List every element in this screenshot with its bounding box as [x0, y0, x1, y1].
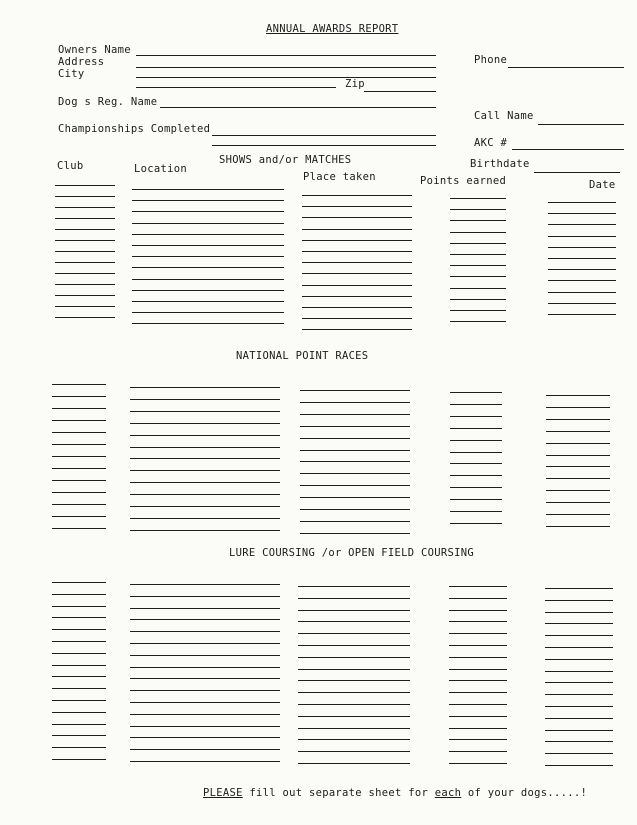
entry-line[interactable] — [449, 669, 507, 670]
entry-line[interactable] — [545, 623, 613, 624]
location-column-header: Location — [134, 163, 187, 175]
phone-field[interactable] — [508, 67, 624, 68]
entry-line[interactable] — [548, 224, 616, 225]
entry-line[interactable] — [52, 735, 106, 736]
entry-line[interactable] — [545, 706, 613, 707]
entry-line[interactable] — [52, 724, 106, 725]
entry-line[interactable] — [450, 288, 506, 289]
entry-line[interactable] — [548, 292, 616, 293]
footer-text-1: fill out separate sheet for — [242, 787, 435, 799]
entry-line[interactable] — [450, 243, 506, 244]
entry-line[interactable] — [55, 251, 115, 252]
entry-line[interactable] — [132, 245, 284, 246]
entry-line[interactable] — [52, 700, 106, 701]
entry-line[interactable] — [545, 694, 613, 695]
zip-field[interactable] — [364, 91, 436, 92]
entry-line[interactable] — [300, 414, 410, 415]
entry-line[interactable] — [55, 218, 115, 219]
entry-line[interactable] — [52, 617, 106, 618]
zip-label: Zip — [345, 78, 365, 90]
entry-line[interactable] — [545, 718, 613, 719]
entry-line[interactable] — [52, 408, 106, 409]
entry-line[interactable] — [546, 431, 610, 432]
entry-line[interactable] — [545, 730, 613, 731]
entry-line[interactable] — [450, 198, 506, 199]
entry-line[interactable] — [55, 295, 115, 296]
dogs-reg-name-label: Dog s Reg. Name — [58, 96, 158, 108]
entry-line[interactable] — [545, 647, 613, 648]
entry-line[interactable] — [132, 290, 284, 291]
entry-line[interactable] — [300, 438, 410, 439]
entry-line[interactable] — [302, 307, 412, 308]
entry-line[interactable] — [300, 473, 410, 474]
entry-line[interactable] — [298, 763, 410, 764]
entry-line[interactable] — [52, 384, 106, 385]
entry-line[interactable] — [130, 458, 280, 459]
birthdate-label: Birthdate — [470, 158, 530, 170]
entry-line[interactable] — [130, 584, 280, 585]
entry-line[interactable] — [298, 728, 410, 729]
entry-line[interactable] — [130, 506, 280, 507]
entry-line[interactable] — [52, 468, 106, 469]
entry-line[interactable] — [449, 728, 507, 729]
entry-line[interactable] — [132, 256, 284, 257]
entry-line[interactable] — [130, 608, 280, 609]
entry-line[interactable] — [130, 667, 280, 668]
points-earned-column-header: Points earned — [420, 175, 507, 187]
address-field-2[interactable] — [136, 77, 436, 78]
entry-line[interactable] — [450, 523, 502, 524]
entry-line[interactable] — [130, 737, 280, 738]
entry-line[interactable] — [130, 714, 280, 715]
entry-line[interactable] — [545, 671, 613, 672]
entry-line[interactable] — [132, 234, 284, 235]
entry-line[interactable] — [52, 504, 106, 505]
footer-each: each — [434, 787, 462, 799]
entry-line[interactable] — [546, 455, 610, 456]
entry-line[interactable] — [55, 284, 115, 285]
entry-line[interactable] — [449, 716, 507, 717]
entry-line[interactable] — [52, 582, 106, 583]
entry-line[interactable] — [130, 655, 280, 656]
entry-line[interactable] — [55, 229, 115, 230]
entry-line[interactable] — [450, 440, 502, 441]
entry-line[interactable] — [298, 645, 410, 646]
entry-line[interactable] — [546, 466, 610, 467]
city-field[interactable] — [136, 87, 336, 88]
entry-line[interactable] — [52, 492, 106, 493]
entry-line[interactable] — [130, 482, 280, 483]
entry-line[interactable] — [298, 751, 410, 752]
entry-line[interactable] — [300, 402, 410, 403]
entry-line[interactable] — [298, 586, 410, 587]
akc-label: AKC # — [474, 137, 508, 149]
championships-completed-field-2[interactable] — [212, 145, 436, 146]
entry-line[interactable] — [302, 229, 412, 230]
entry-line[interactable] — [548, 314, 616, 315]
entry-line[interactable] — [545, 612, 613, 613]
entry-line[interactable] — [130, 690, 280, 691]
entry-line[interactable] — [450, 265, 506, 266]
entry-line[interactable] — [449, 586, 507, 587]
entry-line[interactable] — [548, 202, 616, 203]
entry-line[interactable] — [450, 254, 506, 255]
entry-line[interactable] — [130, 619, 280, 620]
entry-line[interactable] — [545, 753, 613, 754]
entry-line[interactable] — [450, 310, 506, 311]
entry-line[interactable] — [546, 407, 610, 408]
entry-line[interactable] — [52, 396, 106, 397]
entry-line[interactable] — [52, 480, 106, 481]
entry-line[interactable] — [449, 763, 507, 764]
lure-coursing-heading: LURE COURSING /or OPEN FIELD COURSING — [229, 547, 474, 559]
entry-line[interactable] — [52, 688, 106, 689]
entry-line[interactable] — [300, 521, 410, 522]
entry-line[interactable] — [450, 428, 502, 429]
entry-line[interactable] — [450, 321, 506, 322]
entry-line[interactable] — [302, 273, 412, 274]
entry-line[interactable] — [302, 251, 412, 252]
entry-line[interactable] — [548, 280, 616, 281]
entry-line[interactable] — [130, 678, 280, 679]
entry-line[interactable] — [132, 323, 284, 324]
entry-line[interactable] — [298, 633, 410, 634]
entry-line[interactable] — [55, 207, 115, 208]
entry-line[interactable] — [52, 594, 106, 595]
entry-line[interactable] — [450, 463, 502, 464]
entry-line[interactable] — [52, 665, 106, 666]
owners-name-field[interactable] — [136, 55, 436, 56]
form-title: ANNUAL AWARDS REPORT — [266, 23, 399, 35]
entry-line[interactable] — [300, 485, 410, 486]
entry-line[interactable] — [55, 306, 115, 307]
entry-line[interactable] — [132, 189, 284, 190]
entry-line[interactable] — [545, 682, 613, 683]
entry-line[interactable] — [302, 329, 412, 330]
dogs-reg-name-field[interactable] — [160, 107, 436, 108]
entry-line[interactable] — [130, 761, 280, 762]
entry-line[interactable] — [302, 240, 412, 241]
entry-line[interactable] — [300, 509, 410, 510]
address-field[interactable] — [136, 67, 436, 68]
entry-line[interactable] — [545, 600, 613, 601]
entry-line[interactable] — [52, 456, 106, 457]
entry-line[interactable] — [545, 635, 613, 636]
entry-line[interactable] — [52, 516, 106, 517]
entry-line[interactable] — [450, 475, 502, 476]
entry-line[interactable] — [545, 741, 613, 742]
entry-line[interactable] — [548, 236, 616, 237]
entry-line[interactable] — [55, 273, 115, 274]
entry-line[interactable] — [130, 494, 280, 495]
entry-line[interactable] — [450, 209, 506, 210]
entry-line[interactable] — [548, 213, 616, 214]
club-column-header: Club — [57, 160, 84, 172]
footer-please: PLEASE — [203, 787, 243, 799]
entry-line[interactable] — [300, 461, 410, 462]
entry-line[interactable] — [132, 301, 284, 302]
entry-line[interactable] — [546, 526, 610, 527]
entry-line[interactable] — [130, 726, 280, 727]
entry-line[interactable] — [130, 411, 280, 412]
entry-line[interactable] — [298, 669, 410, 670]
entry-line[interactable] — [449, 751, 507, 752]
entry-line[interactable] — [52, 629, 106, 630]
entry-line[interactable] — [132, 200, 284, 201]
entry-line[interactable] — [130, 643, 280, 644]
entry-line[interactable] — [300, 390, 410, 391]
entry-line[interactable] — [298, 598, 410, 599]
entry-line[interactable] — [546, 502, 610, 503]
entry-line[interactable] — [52, 747, 106, 748]
entry-line[interactable] — [450, 392, 502, 393]
entry-line[interactable] — [55, 317, 115, 318]
entry-line[interactable] — [449, 739, 507, 740]
entry-line[interactable] — [298, 657, 410, 658]
entry-line[interactable] — [130, 702, 280, 703]
entry-line[interactable] — [130, 631, 280, 632]
entry-line[interactable] — [130, 518, 280, 519]
entry-line[interactable] — [449, 692, 507, 693]
entry-line[interactable] — [298, 610, 410, 611]
entry-line[interactable] — [52, 712, 106, 713]
city-label: City — [58, 68, 85, 80]
entry-line[interactable] — [130, 423, 280, 424]
phone-label: Phone — [474, 54, 508, 66]
entry-line[interactable] — [449, 645, 507, 646]
entry-line[interactable] — [449, 598, 507, 599]
entry-line[interactable] — [548, 303, 616, 304]
championships-completed-field[interactable] — [212, 135, 436, 136]
entry-line[interactable] — [546, 490, 610, 491]
entry-line[interactable] — [450, 232, 506, 233]
entry-line[interactable] — [302, 285, 412, 286]
entry-line[interactable] — [449, 610, 507, 611]
call-name-label: Call Name — [474, 110, 534, 122]
entry-line[interactable] — [302, 296, 412, 297]
entry-line[interactable] — [130, 399, 280, 400]
entry-line[interactable] — [132, 279, 284, 280]
entry-line[interactable] — [302, 262, 412, 263]
entry-line[interactable] — [449, 633, 507, 634]
entry-line[interactable] — [300, 426, 410, 427]
entry-line[interactable] — [450, 452, 502, 453]
entry-line[interactable] — [52, 759, 106, 760]
entry-line[interactable] — [130, 387, 280, 388]
entry-line[interactable] — [52, 420, 106, 421]
entry-line[interactable] — [55, 196, 115, 197]
entry-line[interactable] — [300, 533, 410, 534]
championships-completed-label: Championships Completed — [58, 123, 211, 135]
birthdate-field[interactable] — [534, 172, 620, 173]
entry-line[interactable] — [52, 676, 106, 677]
entry-line[interactable] — [546, 478, 610, 479]
entry-line[interactable] — [450, 404, 502, 405]
entry-line[interactable] — [52, 653, 106, 654]
entry-line[interactable] — [130, 749, 280, 750]
address-label: Address — [58, 56, 105, 68]
entry-line[interactable] — [52, 641, 106, 642]
entry-line[interactable] — [130, 435, 280, 436]
entry-line[interactable] — [298, 716, 410, 717]
entry-line[interactable] — [130, 447, 280, 448]
national-point-races-heading: NATIONAL POINT RACES — [236, 350, 369, 362]
entry-line[interactable] — [548, 269, 616, 270]
call-name-field[interactable] — [538, 124, 624, 125]
entry-line[interactable] — [548, 247, 616, 248]
entry-line[interactable] — [130, 470, 280, 471]
entry-line[interactable] — [302, 195, 412, 196]
entry-line[interactable] — [130, 530, 280, 531]
entry-line[interactable] — [302, 217, 412, 218]
entry-line[interactable] — [132, 211, 284, 212]
entry-line[interactable] — [546, 395, 610, 396]
entry-line[interactable] — [450, 299, 506, 300]
entry-line[interactable] — [449, 621, 507, 622]
entry-line[interactable] — [546, 514, 610, 515]
entry-line[interactable] — [55, 240, 115, 241]
date-column-header: Date — [589, 179, 616, 191]
entry-line[interactable] — [449, 680, 507, 681]
entry-line[interactable] — [449, 657, 507, 658]
entry-line[interactable] — [298, 739, 410, 740]
place-taken-column-header: Place taken — [303, 171, 376, 183]
footer-note — [203, 787, 587, 799]
entry-line[interactable] — [132, 267, 284, 268]
entry-line[interactable] — [52, 606, 106, 607]
entry-line[interactable] — [52, 444, 106, 445]
entry-line[interactable] — [300, 497, 410, 498]
footer-text-2: of your dogs.....! — [461, 787, 588, 799]
entry-line[interactable] — [548, 258, 616, 259]
entry-line[interactable] — [298, 621, 410, 622]
entry-line[interactable] — [449, 704, 507, 705]
entry-line[interactable] — [130, 596, 280, 597]
entry-line[interactable] — [450, 511, 502, 512]
entry-line[interactable] — [546, 419, 610, 420]
entry-line[interactable] — [450, 487, 502, 488]
entry-line[interactable] — [545, 588, 613, 589]
shows-matches-heading: SHOWS and/or MATCHES — [219, 154, 352, 166]
entry-line[interactable] — [545, 765, 613, 766]
entry-line[interactable] — [450, 416, 502, 417]
entry-line[interactable] — [132, 312, 284, 313]
entry-line[interactable] — [55, 185, 115, 186]
owners-name-label: Owners Name — [58, 44, 131, 56]
entry-line[interactable] — [302, 318, 412, 319]
entry-line[interactable] — [132, 223, 284, 224]
entry-line[interactable] — [55, 262, 115, 263]
entry-line[interactable] — [52, 528, 106, 529]
entry-line[interactable] — [300, 450, 410, 451]
entry-line[interactable] — [450, 499, 502, 500]
entry-line[interactable] — [450, 220, 506, 221]
entry-line[interactable] — [546, 443, 610, 444]
entry-line[interactable] — [52, 432, 106, 433]
entry-line[interactable] — [298, 680, 410, 681]
entry-line[interactable] — [545, 659, 613, 660]
entry-line[interactable] — [298, 704, 410, 705]
entry-line[interactable] — [450, 276, 506, 277]
entry-line[interactable] — [302, 206, 412, 207]
entry-line[interactable] — [298, 692, 410, 693]
akc-field[interactable] — [512, 149, 624, 150]
